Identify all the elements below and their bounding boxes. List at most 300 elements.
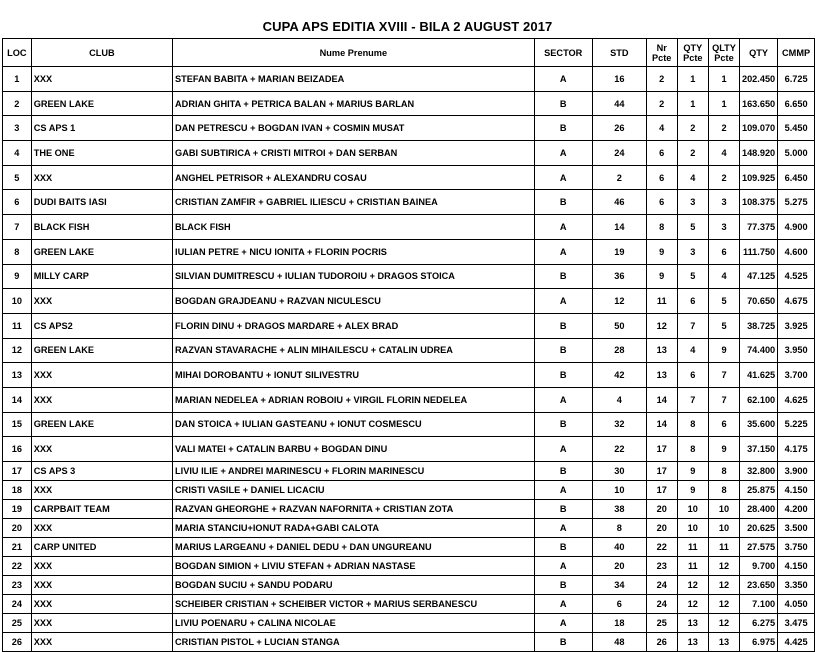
cell-qty: 6.275 [739, 614, 777, 633]
cell-qty: 111.750 [739, 239, 777, 264]
cell-std: 36 [592, 264, 646, 289]
cell-qty: 7.100 [739, 595, 777, 614]
cell-name: RAZVAN STAVARACHE + ALIN MIHAILESCU + CATALIN UDREA [173, 338, 535, 363]
cell-qlty-pcte: 12 [709, 595, 740, 614]
cell-std: 26 [592, 116, 646, 141]
cell-qty: 37.150 [739, 437, 777, 462]
cell-sector: A [534, 595, 592, 614]
cell-qty: 20.625 [739, 519, 777, 538]
cell-club: XXX [31, 67, 172, 92]
cell-sector: A [534, 387, 592, 412]
cell-qlty-pcte: 7 [709, 387, 740, 412]
cell-nr-pcte: 20 [646, 500, 677, 519]
header-nr-pcte [646, 39, 677, 67]
cell-cmmp: 4.200 [778, 500, 815, 519]
cell-std: 14 [592, 215, 646, 240]
cell-sector: A [534, 519, 592, 538]
cell-cmmp: 5.275 [778, 190, 815, 215]
cell-sector: A [534, 437, 592, 462]
cell-qty: 41.625 [739, 363, 777, 388]
cell-club: CS APS 1 [31, 116, 172, 141]
cell-loc: 8 [3, 239, 32, 264]
cell-qty-pcte: 1 [677, 91, 709, 116]
cell-qlty-pcte: 11 [709, 538, 740, 557]
cell-cmmp: 4.425 [778, 633, 815, 652]
cell-qlty-pcte: 10 [709, 519, 740, 538]
cell-sector: B [534, 576, 592, 595]
cell-std: 10 [592, 481, 646, 500]
cell-qlty-pcte: 5 [709, 313, 740, 338]
cell-loc: 21 [3, 538, 32, 557]
cell-qty-pcte: 6 [677, 289, 709, 314]
cell-nr-pcte: 14 [646, 387, 677, 412]
table-row [3, 462, 815, 481]
cell-name: LIVIU ILIE + ANDREI MARINESCU + FLORIN MARINESCU [173, 462, 535, 481]
cell-qlty-pcte: 8 [709, 481, 740, 500]
cell-club: THE ONE [31, 141, 172, 166]
cell-qty-pcte: 3 [677, 239, 709, 264]
cell-club: XXX [31, 437, 172, 462]
cell-loc: 25 [3, 614, 32, 633]
cell-club: XXX [31, 519, 172, 538]
cell-loc: 14 [3, 387, 32, 412]
cell-cmmp: 4.900 [778, 215, 815, 240]
cell-name: BOGDAN SIMION + LIVIU STEFAN + ADRIAN NASTASE [173, 557, 535, 576]
cell-cmmp: 4.625 [778, 387, 815, 412]
table-row [3, 165, 815, 190]
cell-sector: A [534, 141, 592, 166]
cell-cmmp: 6.725 [778, 67, 815, 92]
cell-loc: 18 [3, 481, 32, 500]
cell-cmmp: 6.650 [778, 91, 815, 116]
cell-nr-pcte: 23 [646, 557, 677, 576]
header-name: Nume Prenume [173, 39, 535, 67]
cell-nr-pcte: 14 [646, 412, 677, 437]
cell-loc: 4 [3, 141, 32, 166]
cell-sector: A [534, 215, 592, 240]
cell-club: GREEN LAKE [31, 239, 172, 264]
cell-qlty-pcte: 7 [709, 363, 740, 388]
table-row [3, 363, 815, 388]
cell-qlty-pcte: 10 [709, 500, 740, 519]
page-title [0, 19, 815, 39]
cell-std: 50 [592, 313, 646, 338]
cell-qty: 62.100 [739, 387, 777, 412]
cell-name: MARIA STANCIU+IONUT RADA+GABI CALOTA [173, 519, 535, 538]
cell-nr-pcte: 22 [646, 538, 677, 557]
cell-cmmp: 4.175 [778, 437, 815, 462]
table-row [3, 519, 815, 538]
cell-qty: 202.450 [739, 67, 777, 92]
cell-club: GREEN LAKE [31, 412, 172, 437]
cell-loc: 16 [3, 437, 32, 462]
cell-qty-pcte: 8 [677, 437, 709, 462]
cell-club: XXX [31, 557, 172, 576]
cell-qty: 28.400 [739, 500, 777, 519]
cell-qty-pcte: 5 [677, 264, 709, 289]
cell-club: CARPBAIT TEAM [31, 500, 172, 519]
cell-qty-pcte: 9 [677, 462, 709, 481]
cell-loc: 22 [3, 557, 32, 576]
cell-qty-pcte: 11 [677, 538, 709, 557]
cell-sector: B [534, 313, 592, 338]
cell-nr-pcte: 26 [646, 633, 677, 652]
cell-name: IULIAN PETRE + NICU IONITA + FLORIN POCRIS [173, 239, 535, 264]
cell-std: 19 [592, 239, 646, 264]
cell-club: XXX [31, 387, 172, 412]
cell-name: FLORIN DINU + DRAGOS MARDARE + ALEX BRAD [173, 313, 535, 338]
cell-loc: 3 [3, 116, 32, 141]
cell-sector: A [534, 289, 592, 314]
cell-club: XXX [31, 165, 172, 190]
table-row [3, 557, 815, 576]
cell-qty-pcte: 2 [677, 141, 709, 166]
cell-name: MARIAN NEDELEA + ADRIAN ROBOIU + VIRGIL FLORIN NEDELEA [173, 387, 535, 412]
table-row [3, 215, 815, 240]
cell-sector: B [534, 91, 592, 116]
cell-qty-pcte: 13 [677, 614, 709, 633]
header-cmmp: CMMP [778, 39, 815, 67]
cell-loc: 7 [3, 215, 32, 240]
table-row [3, 116, 815, 141]
cell-nr-pcte: 9 [646, 239, 677, 264]
cell-loc: 13 [3, 363, 32, 388]
cell-club: XXX [31, 363, 172, 388]
cell-std: 38 [592, 500, 646, 519]
cell-name: DAN PETRESCU + BOGDAN IVAN + COSMIN MUSAT [173, 116, 535, 141]
table-row [3, 338, 815, 363]
cell-nr-pcte: 8 [646, 215, 677, 240]
cell-cmmp: 3.700 [778, 363, 815, 388]
cell-club: MILLY CARP [31, 264, 172, 289]
cell-qlty-pcte: 13 [709, 633, 740, 652]
cell-qlty-pcte: 3 [709, 215, 740, 240]
cell-name: DAN STOICA + IULIAN GASTEANU + IONUT COSMESCU [173, 412, 535, 437]
cell-name: RAZVAN GHEORGHE + RAZVAN NAFORNITA + CRISTIAN ZOTA [173, 500, 535, 519]
cell-qlty-pcte: 12 [709, 557, 740, 576]
cell-qty: 109.070 [739, 116, 777, 141]
cell-cmmp: 4.150 [778, 481, 815, 500]
cell-sector: B [534, 190, 592, 215]
header-qty-pcte [677, 39, 709, 67]
cell-name: ADRIAN GHITA + PETRICA BALAN + MARIUS BARLAN [173, 91, 535, 116]
cell-std: 32 [592, 412, 646, 437]
cell-sector: B [534, 264, 592, 289]
table-row [3, 67, 815, 92]
cell-qty: 70.650 [739, 289, 777, 314]
cell-nr-pcte: 9 [646, 264, 677, 289]
cell-qty: 109.925 [739, 165, 777, 190]
cell-loc: 11 [3, 313, 32, 338]
cell-std: 34 [592, 576, 646, 595]
cell-qty: 148.920 [739, 141, 777, 166]
cell-qty: 23.650 [739, 576, 777, 595]
cell-loc: 12 [3, 338, 32, 363]
header-sector: SECTOR [534, 39, 592, 67]
cell-std: 20 [592, 557, 646, 576]
cell-club: CS APS 3 [31, 462, 172, 481]
cell-cmmp: 3.500 [778, 519, 815, 538]
cell-std: 2 [592, 165, 646, 190]
cell-cmmp: 5.000 [778, 141, 815, 166]
table-row [3, 190, 815, 215]
cell-club: XXX [31, 576, 172, 595]
cell-qlty-pcte: 4 [709, 141, 740, 166]
cell-qty: 38.725 [739, 313, 777, 338]
header-nr-pcte-line2: Pcte [652, 52, 672, 63]
cell-cmmp: 3.925 [778, 313, 815, 338]
cell-sector: B [534, 538, 592, 557]
cell-name: CRISTIAN PISTOL + LUCIAN STANGA [173, 633, 535, 652]
cell-nr-pcte: 6 [646, 190, 677, 215]
cell-std: 40 [592, 538, 646, 557]
cell-qty-pcte: 5 [677, 215, 709, 240]
cell-std: 4 [592, 387, 646, 412]
cell-nr-pcte: 13 [646, 338, 677, 363]
cell-qty-pcte: 10 [677, 500, 709, 519]
cell-nr-pcte: 4 [646, 116, 677, 141]
cell-qlty-pcte: 9 [709, 338, 740, 363]
cell-nr-pcte: 12 [646, 313, 677, 338]
cell-cmmp: 6.450 [778, 165, 815, 190]
cell-qty-pcte: 2 [677, 116, 709, 141]
cell-cmmp: 3.950 [778, 338, 815, 363]
cell-qty-pcte: 12 [677, 576, 709, 595]
cell-name: LIVIU POENARU + CALINA NICOLAE [173, 614, 535, 633]
cell-qty-pcte: 4 [677, 165, 709, 190]
cell-name: BOGDAN SUCIU + SANDU PODARU [173, 576, 535, 595]
header-std: STD [592, 39, 646, 67]
cell-qlty-pcte: 4 [709, 264, 740, 289]
cell-std: 42 [592, 363, 646, 388]
cell-cmmp: 4.675 [778, 289, 815, 314]
table-body [3, 67, 815, 652]
cell-sector: B [534, 338, 592, 363]
cell-loc: 19 [3, 500, 32, 519]
cell-name: SCHEIBER CRISTIAN + SCHEIBER VICTOR + MARIUS SERBANESCU [173, 595, 535, 614]
cell-nr-pcte: 6 [646, 141, 677, 166]
cell-nr-pcte: 24 [646, 576, 677, 595]
cell-qty-pcte: 9 [677, 481, 709, 500]
cell-nr-pcte: 11 [646, 289, 677, 314]
cell-club: DUDI BAITS IASI [31, 190, 172, 215]
cell-cmmp: 5.225 [778, 412, 815, 437]
cell-club: XXX [31, 289, 172, 314]
cell-qty: 77.375 [739, 215, 777, 240]
table-row [3, 481, 815, 500]
cell-loc: 10 [3, 289, 32, 314]
cell-nr-pcte: 2 [646, 91, 677, 116]
cell-std: 30 [592, 462, 646, 481]
cell-name: BOGDAN GRAJDEANU + RAZVAN NICULESCU [173, 289, 535, 314]
cell-sector: B [534, 412, 592, 437]
table-row [3, 313, 815, 338]
cell-nr-pcte: 24 [646, 595, 677, 614]
header-qlty-pcte-line2: Pcte [714, 52, 734, 63]
cell-qty-pcte: 6 [677, 363, 709, 388]
cell-club: XXX [31, 481, 172, 500]
table-row [3, 437, 815, 462]
cell-sector: A [534, 239, 592, 264]
cell-sector: B [534, 116, 592, 141]
cell-loc: 15 [3, 412, 32, 437]
cell-std: 16 [592, 67, 646, 92]
cell-cmmp: 5.450 [778, 116, 815, 141]
table-row [3, 412, 815, 437]
cell-std: 22 [592, 437, 646, 462]
cell-cmmp: 4.150 [778, 557, 815, 576]
cell-qty-pcte: 7 [677, 387, 709, 412]
cell-nr-pcte: 17 [646, 481, 677, 500]
cell-qlty-pcte: 12 [709, 576, 740, 595]
cell-club: XXX [31, 633, 172, 652]
cell-qlty-pcte: 8 [709, 462, 740, 481]
cell-sector: A [534, 614, 592, 633]
table-row [3, 239, 815, 264]
cell-nr-pcte: 17 [646, 437, 677, 462]
page-title-text: CUPA APS EDITIA XVIII - BILA 2 AUGUST 2017 [262, 19, 553, 34]
cell-qlty-pcte: 5 [709, 289, 740, 314]
table-row [3, 264, 815, 289]
cell-std: 8 [592, 519, 646, 538]
cell-name: VALI MATEI + CATALIN BARBU + BOGDAN DINU [173, 437, 535, 462]
cell-loc: 17 [3, 462, 32, 481]
cell-sector: B [534, 500, 592, 519]
cell-qty: 74.400 [739, 338, 777, 363]
cell-name: GABI SUBTIRICA + CRISTI MITROI + DAN SERBAN [173, 141, 535, 166]
cell-qty: 9.700 [739, 557, 777, 576]
cell-cmmp: 4.600 [778, 239, 815, 264]
cell-qty-pcte: 1 [677, 67, 709, 92]
cell-loc: 2 [3, 91, 32, 116]
cell-std: 18 [592, 614, 646, 633]
cell-sector: A [534, 165, 592, 190]
cell-cmmp: 3.750 [778, 538, 815, 557]
cell-club: GREEN LAKE [31, 338, 172, 363]
cell-name: BLACK FISH [173, 215, 535, 240]
header-qty-pcte-line1: QTY [683, 42, 703, 53]
header-qlty-pcte-line1: QLTY [712, 42, 736, 53]
cell-qty-pcte: 11 [677, 557, 709, 576]
table-row [3, 387, 815, 412]
cell-loc: 1 [3, 67, 32, 92]
cell-nr-pcte: 20 [646, 519, 677, 538]
cell-qlty-pcte: 1 [709, 91, 740, 116]
cell-qty-pcte: 4 [677, 338, 709, 363]
header-qty: QTY [739, 39, 777, 67]
cell-qty-pcte: 3 [677, 190, 709, 215]
table-row [3, 500, 815, 519]
cell-std: 44 [592, 91, 646, 116]
table-row [3, 614, 815, 633]
cell-name: CRISTIAN ZAMFIR + GABRIEL ILIESCU + CRISTIAN BAINEA [173, 190, 535, 215]
cell-qty: 32.800 [739, 462, 777, 481]
header-qlty-pcte [709, 39, 740, 67]
cell-qlty-pcte: 12 [709, 614, 740, 633]
cell-name: MARIUS LARGEANU + DANIEL DEDU + DAN UNGUREANU [173, 538, 535, 557]
cell-nr-pcte: 17 [646, 462, 677, 481]
cell-qlty-pcte: 6 [709, 239, 740, 264]
cell-cmmp: 3.900 [778, 462, 815, 481]
table-row [3, 576, 815, 595]
cell-loc: 5 [3, 165, 32, 190]
cell-loc: 24 [3, 595, 32, 614]
cell-qty: 27.575 [739, 538, 777, 557]
table-row [3, 595, 815, 614]
cell-sector: A [534, 481, 592, 500]
cell-name: ANGHEL PETRISOR + ALEXANDRU COSAU [173, 165, 535, 190]
cell-qlty-pcte: 2 [709, 116, 740, 141]
table-row [3, 289, 815, 314]
cell-sector: B [534, 363, 592, 388]
cell-sector: A [534, 557, 592, 576]
header-club: CLUB [31, 39, 172, 67]
cell-name: CRISTI VASILE + DANIEL LICACIU [173, 481, 535, 500]
cell-loc: 20 [3, 519, 32, 538]
cell-std: 24 [592, 141, 646, 166]
cell-std: 6 [592, 595, 646, 614]
cell-name: MIHAI DOROBANTU + IONUT SILIVESTRU [173, 363, 535, 388]
cell-qlty-pcte: 9 [709, 437, 740, 462]
cell-qty-pcte: 7 [677, 313, 709, 338]
table-row [3, 141, 815, 166]
cell-std: 28 [592, 338, 646, 363]
cell-club: CARP UNITED [31, 538, 172, 557]
cell-club: CS APS2 [31, 313, 172, 338]
results-table [2, 38, 815, 652]
cell-cmmp: 3.475 [778, 614, 815, 633]
cell-qty: 47.125 [739, 264, 777, 289]
cell-club: XXX [31, 595, 172, 614]
cell-nr-pcte: 13 [646, 363, 677, 388]
cell-name: STEFAN BABITA + MARIAN BEIZADEA [173, 67, 535, 92]
cell-sector: B [534, 633, 592, 652]
cell-loc: 23 [3, 576, 32, 595]
table-row [3, 538, 815, 557]
cell-cmmp: 4.525 [778, 264, 815, 289]
cell-nr-pcte: 2 [646, 67, 677, 92]
cell-qty-pcte: 10 [677, 519, 709, 538]
cell-qty-pcte: 13 [677, 633, 709, 652]
table-row [3, 91, 815, 116]
header-nr-pcte-line1: Nr [656, 42, 667, 53]
cell-cmmp: 4.050 [778, 595, 815, 614]
cell-loc: 9 [3, 264, 32, 289]
cell-qlty-pcte: 3 [709, 190, 740, 215]
cell-name: SILVIAN DUMITRESCU + IULIAN TUDOROIU + DRAGOS STOICA [173, 264, 535, 289]
cell-qty: 6.975 [739, 633, 777, 652]
cell-nr-pcte: 25 [646, 614, 677, 633]
cell-qty: 108.375 [739, 190, 777, 215]
header-loc: LOC [3, 39, 32, 67]
cell-qty: 163.650 [739, 91, 777, 116]
cell-std: 46 [592, 190, 646, 215]
cell-qlty-pcte: 6 [709, 412, 740, 437]
cell-club: BLACK FISH [31, 215, 172, 240]
cell-loc: 26 [3, 633, 32, 652]
cell-sector: A [534, 67, 592, 92]
cell-qlty-pcte: 2 [709, 165, 740, 190]
cell-qty: 25.875 [739, 481, 777, 500]
cell-qty-pcte: 8 [677, 412, 709, 437]
cell-cmmp: 3.350 [778, 576, 815, 595]
cell-club: GREEN LAKE [31, 91, 172, 116]
cell-loc: 6 [3, 190, 32, 215]
cell-qlty-pcte: 1 [709, 67, 740, 92]
cell-club: XXX [31, 614, 172, 633]
cell-nr-pcte: 6 [646, 165, 677, 190]
table-header [3, 39, 815, 67]
